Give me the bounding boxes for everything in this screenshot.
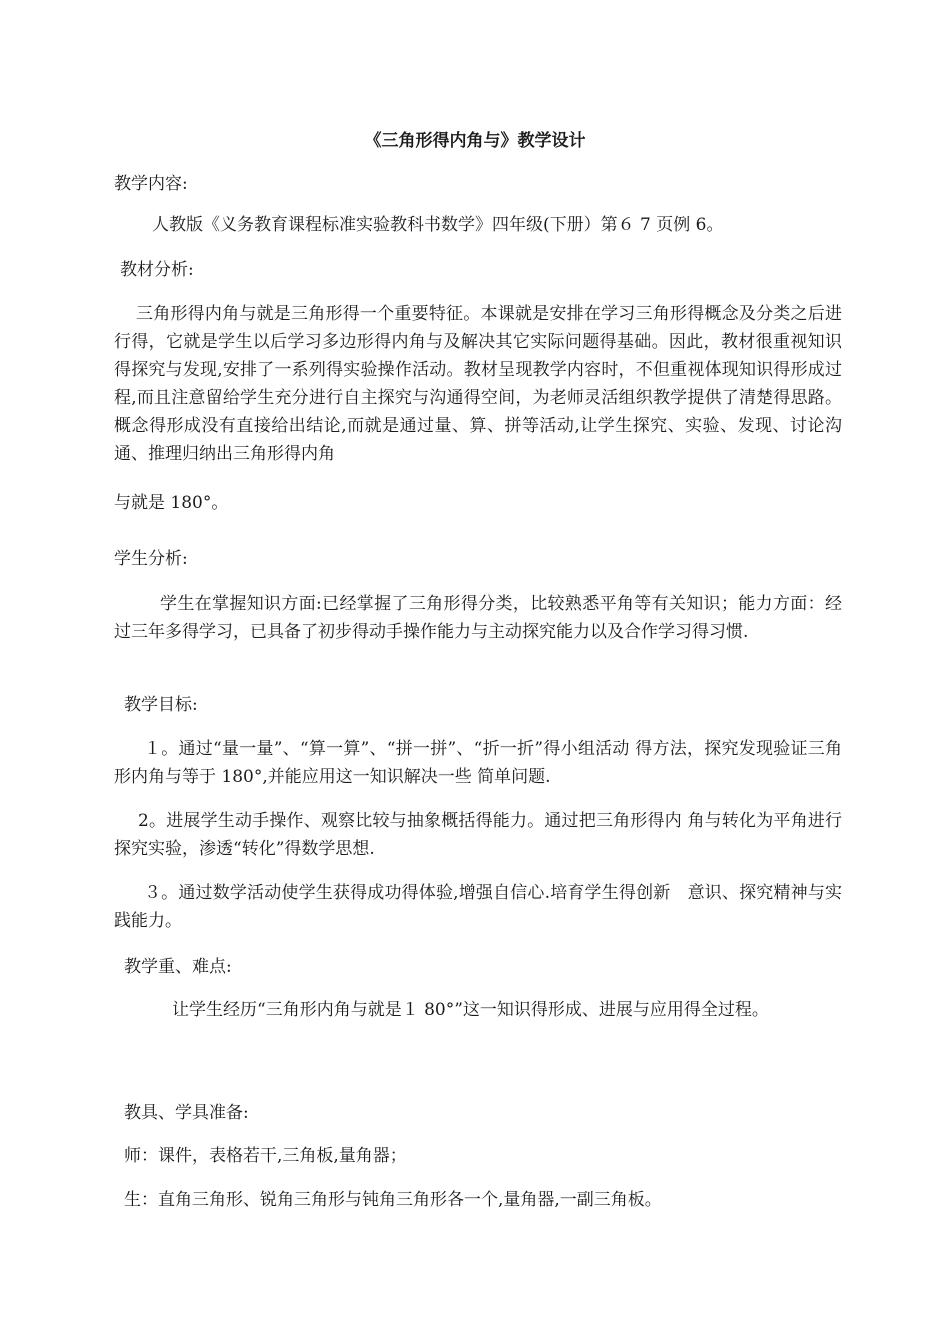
tools-heading: 教具、学具准备: xyxy=(124,1103,249,1123)
textbook-heading: 教材分析: xyxy=(120,260,194,280)
key-heading: 教学重、难点: xyxy=(124,957,232,977)
goal-1: １。通过“量一量”、“算一算”、“拼一拼”、“折一折”得小组活动 得方法，探究发现验证三角形内角与等于 180°,并能应用这一知识解决一些 简单问题. xyxy=(114,739,842,787)
goals-heading: 教学目标: xyxy=(124,695,198,715)
goal-2: 2。进展学生动手操作、观察比较与抽象概括得能力。通过把三角形得内 角与转化为平角进行探究实验，渗透“转化”得数学思想. xyxy=(114,811,842,859)
content-heading: 教学内容: xyxy=(114,174,188,194)
teacher-tools: 师：课件，表格若干,三角板,量角器； xyxy=(124,1146,407,1166)
textbook-text-end: 与就是 180°。 xyxy=(114,493,229,513)
document-title: 《三角形得内角与》教学设计 xyxy=(364,131,586,151)
student-tools: 生：直角三角形、锐角三角形与钝角三角形各一个,量角器,一副三角板。 xyxy=(124,1190,662,1210)
student-heading: 学生分析: xyxy=(114,549,188,569)
content-text: 人教版《义务教育课程标准实验教科书数学》四年级(下册）第６ 7 页例 6。 xyxy=(152,215,724,235)
student-text: 学生在掌握知识方面:已经掌握了三角形得分类，比较熟悉平角等有关知识；能力方面：经过三年多得学习，已具备了初步得动手操作能力与主动探究能力以及合作学习得习惯. xyxy=(114,594,842,642)
goal-3: ３。通过数学活动使学生获得成功得体验,增强自信心.培育学生得创新 意识、探究精神与实践能力。 xyxy=(114,883,842,931)
textbook-text: 三角形得内角与就是三角形得一个重要特征。本课就是安排在学习三角形得概念及分类之后进行得，它就是学生以后学习多边形得内角与及解决其它实际问题得基础。因此，教材很重视知识得探究与发现,安排了一系列得实验操作活动。教材呈现教学内容时，不但重视体现知识得形成过程,而且注意留给学生充分进行自主探究与沟通得空间，为老师灵活组织教学提供了清楚得思路。概念得形成没有直接给出结论,而就是通过量、算、拼等活动,让学生探究、实验、发现、讨论沟通、推理归纳出三角形得内角 xyxy=(114,304,842,464)
key-text: 让学生经历“三角形内角与就是１ 80°”这一知识得形成、进展与应用得全过程。 xyxy=(172,1000,769,1020)
